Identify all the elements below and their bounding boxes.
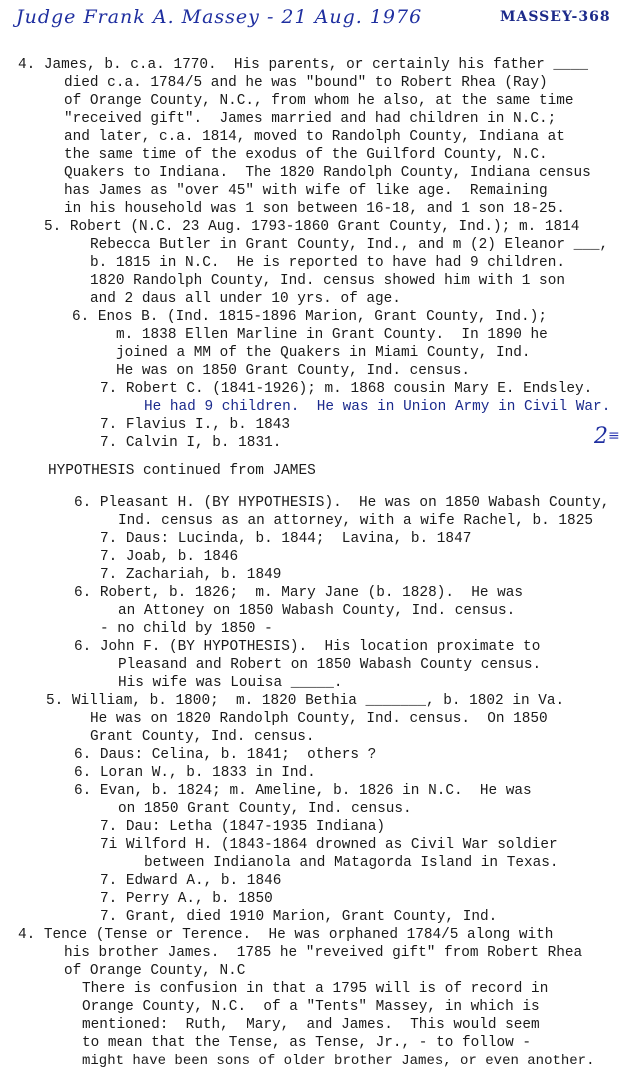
text-line: Ind. census as an attorney, with a wife Rachel, b. 1825 bbox=[118, 513, 593, 529]
text-line: His wife was Louisa _____. bbox=[118, 675, 343, 691]
text-line: his brother James. 1785 he "reveived gift" from Robert Rhea bbox=[64, 945, 583, 961]
document-id: MASSEY-368 bbox=[500, 9, 611, 25]
text-line: 7. Daus: Lucinda, b. 1844; Lavina, b. 1847 bbox=[100, 531, 472, 547]
text-line: 5. Robert (N.C. 23 Aug. 1793-1860 Grant County, Ind.); m. 1814 bbox=[44, 219, 580, 235]
text-line: 7. Robert C. (1841-1926); m. 1868 cousin Mary E. Endsley. bbox=[100, 381, 593, 397]
text-line: 7. Grant, died 1910 Marion, Grant County, Ind. bbox=[100, 909, 498, 925]
text-line: Pleasand and Robert on 1850 Wabash County census. bbox=[118, 657, 542, 673]
text-line: has James as "over 45" with wife of like age. Remaining bbox=[64, 183, 548, 199]
text-line: died c.a. 1784/5 and he was "bound" to Robert Rhea (Ray) bbox=[64, 75, 548, 91]
text-line: 4. James, b. c.a. 1770. His parents, or certainly his father ____ bbox=[18, 57, 588, 73]
text-line: an Attoney on 1850 Wabash County, Ind. census. bbox=[118, 603, 516, 619]
text-line: b. 1815 in N.C. He is reported to have had 9 children. bbox=[90, 255, 565, 271]
text-line: He was on 1820 Randolph County, Ind. census. On 1850 bbox=[90, 711, 548, 727]
text-line: the same time of the exodus of the Guilford County, N.C. bbox=[64, 147, 548, 163]
text-line: 6. John F. (BY HYPOTHESIS). His location proximate to bbox=[74, 639, 541, 655]
text-line: Grant County, Ind. census. bbox=[90, 729, 315, 745]
section-heading: HYPOTHESIS continued from JAMES bbox=[48, 463, 316, 479]
text-line: Quakers to Indiana. The 1820 Randolph County, Indiana census bbox=[64, 165, 591, 181]
text-line: 6. Enos B. (Ind. 1815-1896 Marion, Grant County, Ind.); bbox=[72, 309, 547, 325]
text-line: 7. Joab, b. 1846 bbox=[100, 549, 239, 565]
text-line: joined a MM of the Quakers in Miami County, Ind. bbox=[116, 345, 531, 361]
text-line: 7. Zachariah, b. 1849 bbox=[100, 567, 282, 583]
text-line: 6. Evan, b. 1824; m. Ameline, b. 1826 in N.C. He was bbox=[74, 783, 532, 799]
text-line: 6. Daus: Celina, b. 1841; others ? bbox=[74, 747, 377, 763]
text-line: 6. Loran W., b. 1833 in Ind. bbox=[74, 765, 316, 781]
text-line: Orange County, N.C. of a "Tents" Massey, in which is bbox=[82, 999, 540, 1015]
text-line: 4. Tence (Tense or Terence. He was orphaned 1784/5 along with bbox=[18, 927, 554, 943]
text-line: 7i Wilford H. (1843-1864 drowned as Civil War soldier bbox=[100, 837, 558, 853]
text-line: 7. Dau: Letha (1847-1935 Indiana) bbox=[100, 819, 385, 835]
text-line: in his household was 1 son between 16-18, and 1 son 18-25. bbox=[64, 201, 565, 217]
text-line: and later, c.a. 1814, moved to Randolph County, Indiana at bbox=[64, 129, 565, 145]
text-line: on 1850 Grant County, Ind. census. bbox=[118, 801, 412, 817]
text-line: 7. Flavius I., b. 1843 bbox=[100, 417, 290, 433]
text-line: and 2 daus all under 10 yrs. of age. bbox=[90, 291, 401, 307]
text-line: between Indianola and Matagorda Island in Texas. bbox=[144, 855, 559, 871]
text-line: 7. Calvin I, b. 1831. bbox=[100, 435, 282, 451]
handwritten-title: Judge Frank A. Massey - 21 Aug. 1976 bbox=[16, 6, 423, 28]
text-line: Rebecca Butler in Grant County, Ind., and m (2) Eleanor ___, bbox=[90, 237, 609, 253]
text-line: He had 9 children. He was in Union Army in Civil War. bbox=[144, 399, 611, 415]
text-line: to mean that the Tense, as Tense, Jr., - to follow - bbox=[82, 1035, 532, 1051]
margin-note: 2 ≡ bbox=[594, 424, 608, 449]
text-line: 6. Pleasant H. (BY HYPOTHESIS). He was on 1850 Wabash County, bbox=[74, 495, 610, 511]
text-line: He was on 1850 Grant County, Ind. census. bbox=[116, 363, 471, 379]
text-line: 5. William, b. 1800; m. 1820 Bethia _______, b. 1802 in Va. bbox=[46, 693, 565, 709]
text-line: - no child by 1850 - bbox=[100, 621, 273, 637]
text-line: 6. Robert, b. 1826; m. Mary Jane (b. 1828). He was bbox=[74, 585, 524, 601]
text-line: of Orange County, N.C., from whom he also, at the same time bbox=[64, 93, 574, 109]
text-line: 1820 Randolph County, Ind. census showed him with 1 son bbox=[90, 273, 565, 289]
text-line: might have been sons of older brother James, or even another. bbox=[82, 1053, 595, 1069]
text-line: mentioned: Ruth, Mary, and James. This would seem bbox=[82, 1017, 540, 1033]
text-line: 7. Edward A., b. 1846 bbox=[100, 873, 282, 889]
text-line: m. 1838 Ellen Marline in Grant County. In 1890 he bbox=[116, 327, 548, 343]
text-line: 7. Perry A., b. 1850 bbox=[100, 891, 273, 907]
text-line: of Orange County, N.C bbox=[64, 963, 246, 979]
text-line: "received gift". James married and had children in N.C.; bbox=[64, 111, 557, 127]
text-line: There is confusion in that a 1795 will is of record in bbox=[82, 981, 549, 997]
